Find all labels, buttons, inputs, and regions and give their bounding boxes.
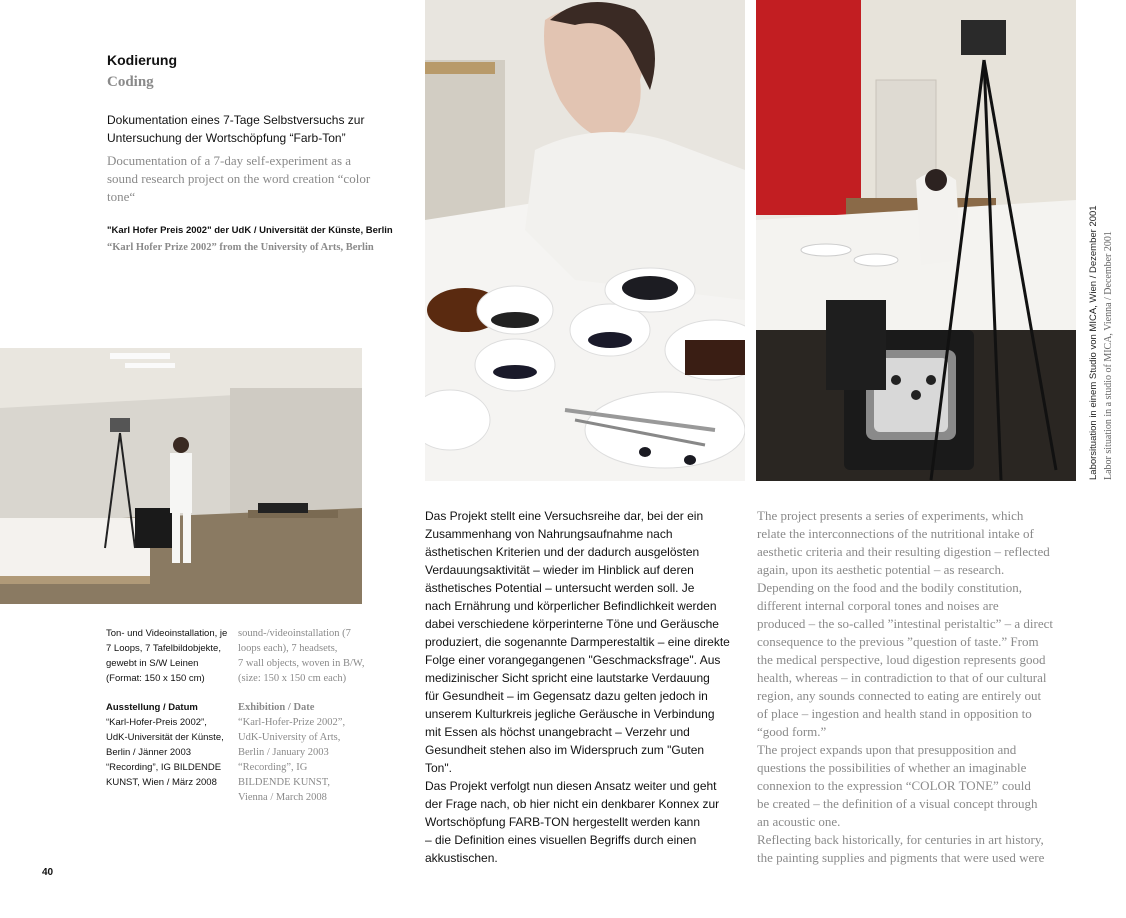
description-german xyxy=(107,111,407,147)
body-german-line: – die Definition eines visuellen Begriffs durch einen xyxy=(425,833,697,847)
exhibition-label-english: Exhibition / Date xyxy=(238,702,315,713)
body-english-line: produced – the so-called ”intestinal peristaltic” – a direct xyxy=(757,616,1053,631)
exhibition-english-line: Berlin / January 2003 xyxy=(238,747,329,758)
title-german: Kodierung xyxy=(107,52,177,68)
exhibition-german-line: KUNST, Wien / März 2008 xyxy=(106,777,217,788)
body-english-line: again, upon its aesthetic potential – as research. xyxy=(757,562,1005,577)
body-german-line: medizinischer Sicht spricht eine lautstarke Verdauung xyxy=(425,671,710,685)
body-german-line: dabei verschiedene körperinterne Töne und Geräusche xyxy=(425,617,719,631)
exhibition-english xyxy=(238,700,368,805)
body-english-line: consequence to the previous ”question of taste.” From xyxy=(757,634,1039,649)
installation-german-line: Ton- und Videoinstallation, je xyxy=(106,628,228,639)
body-german-line: Gesundheit stehen also im Widerspruch zum "Guten xyxy=(425,743,705,757)
description-english-line: sound research project on the word creation “color xyxy=(107,171,371,186)
exhibition-english-line: BILDENDE KUNST, xyxy=(238,777,330,788)
installation-german-line: 7 Loops, 7 Tafelbildobjekte, xyxy=(106,643,221,654)
body-text-german xyxy=(425,507,730,867)
body-german-line: Ton". xyxy=(425,761,452,775)
body-german-line: Verdauungsaktivität – wieder im Hinblick auf deren xyxy=(425,563,694,577)
body-german-line: unserem Kulturkreis jegliche Geräusche in Verbindung xyxy=(425,707,715,721)
page-number: 40 xyxy=(42,867,54,878)
body-english-line: the medical perspective, loud digestion represents good xyxy=(757,652,1046,667)
exhibition-english-line: “Karl-Hofer-Prize 2002”, xyxy=(238,717,346,728)
body-german-line: mit Essen als höchst unangebracht – Verzehr und xyxy=(425,725,690,739)
body-german-line: für Gesundheit – im Gegensatz dazu gelten jedoch in xyxy=(425,689,708,703)
installation-english-line: (size: 150 x 150 cm each) xyxy=(238,673,347,684)
body-english-line: questions the possibilities of whether an imaginable xyxy=(757,760,1027,775)
body-german-line: ästhetischen Kriterien und der dadurch ausgelösten xyxy=(425,545,700,559)
installation-german xyxy=(106,626,226,686)
title-english: Coding xyxy=(107,74,154,90)
body-english-line: The project presents a series of experiments, which xyxy=(757,508,1024,523)
body-german-line: produziert, die sogenannte Darmperestaltik – eine direkte xyxy=(425,635,730,649)
exhibition-english-line: Vienna / March 2008 xyxy=(238,792,327,803)
body-german-line: der Frage nach, ob hier nicht ein denkbarer Konnex zur xyxy=(425,797,720,811)
exhibition-german-line: UdK-Universität der Künste, xyxy=(106,732,224,743)
body-german-line: nach Ernährung und körperlicher Befindlichkeit werden xyxy=(425,599,717,613)
body-english-line: an acoustic one. xyxy=(757,814,841,829)
body-english-line: of place – ingestion and health stand in opposition to xyxy=(757,706,1032,721)
description-german-line: Untersuchung der Wortschöpfung “Farb-Ton” xyxy=(107,131,346,145)
body-english-line: health, whereas – in contradiction to that of our cultural xyxy=(757,670,1047,685)
body-english-line: relate the interconnections of the nutritional intake of xyxy=(757,526,1034,541)
prize-german: "Karl Hofer Preis 2002" der UdK / Universität der Künste, Berlin xyxy=(107,225,393,236)
photo-eating-experiment xyxy=(425,0,745,481)
description-english-line: Documentation of a 7-day self-experiment as a xyxy=(107,153,352,168)
body-english-line: The project expands upon that presupposition and xyxy=(757,742,1017,757)
caption-english: Labor situation in a studio of MICA, Vienna / December 2001 xyxy=(1103,231,1114,480)
body-english-line: different internal corporal tones and noises are xyxy=(757,598,999,613)
body-text-english xyxy=(757,507,1067,867)
photo-caption-vertical xyxy=(1086,205,1118,480)
description-english xyxy=(107,152,387,206)
body-german-line: Zusammenhang von Nahrungsaufnahme nach xyxy=(425,527,673,541)
body-german-line: Das Projekt stellt eine Versuchsreihe dar, bei der ein xyxy=(425,509,704,523)
photo-installation-room xyxy=(0,348,362,604)
body-english-line: region, any sounds connected to eating are entirely out xyxy=(757,688,1042,703)
description-english-line: tone“ xyxy=(107,189,136,204)
body-german-line: ästhetisches Potential – untersucht werden soll. Je xyxy=(425,581,695,595)
exhibition-label-german: Ausstellung / Datum xyxy=(106,702,198,713)
exhibition-german-line: “Karl-Hofer-Preis 2002”, xyxy=(106,717,207,728)
body-english-line: aesthetic criteria and their resulting digestion – reflected xyxy=(757,544,1050,559)
installation-german-line: gewebt in S/W Leinen xyxy=(106,658,199,669)
prize-english: “Karl Hofer Prize 2002” from the University of Arts, Berlin xyxy=(107,242,374,253)
body-german-line: Das Projekt verfolgt nun diesen Ansatz weiter und geht xyxy=(425,779,717,793)
body-english-line: be created – the definition of a visual concept through xyxy=(757,796,1038,811)
description-german-line: Dokumentation eines 7-Tage Selbstversuchs zur xyxy=(107,113,365,127)
body-english-line: connexion to the expression “COLOR TONE” could xyxy=(757,778,1031,793)
photo-lab-situation xyxy=(756,0,1076,481)
installation-english-line: loops each), 7 headsets, xyxy=(238,643,338,654)
body-german-line: Folge einer vorangegangenen "Geschmacksfrage". Aus xyxy=(425,653,721,667)
caption-german: Laborsituation in einem Studio von MICA, Wien / Dezember 2001 xyxy=(1088,205,1099,480)
body-english-line: the painting supplies and pigments that were used were xyxy=(757,850,1045,865)
installation-english xyxy=(238,626,368,686)
body-german-line: akkustischen. xyxy=(425,851,498,865)
exhibition-german-line: Berlin / Jänner 2003 xyxy=(106,747,192,758)
installation-german-line: (Format: 150 x 150 cm) xyxy=(106,673,205,684)
body-english-line: Depending on the food and the bodily constitution, xyxy=(757,580,1023,595)
installation-english-line: 7 wall objects, woven in B/W, xyxy=(238,658,365,669)
body-english-line: Reflecting back historically, for centuries in art history, xyxy=(757,832,1044,847)
exhibition-english-line: “Recording”, IG xyxy=(238,762,308,773)
exhibition-english-line: UdK-University of Arts, xyxy=(238,732,341,743)
body-german-line: Wortschöpfung FARB-TON hergestellt werden kann xyxy=(425,815,701,829)
body-english-line: “good form.” xyxy=(757,724,827,739)
exhibition-german xyxy=(106,700,226,790)
exhibition-german-line: “Recording”, IG BILDENDE xyxy=(106,762,222,773)
installation-english-line: sound-/videoinstallation (7 xyxy=(238,628,351,639)
